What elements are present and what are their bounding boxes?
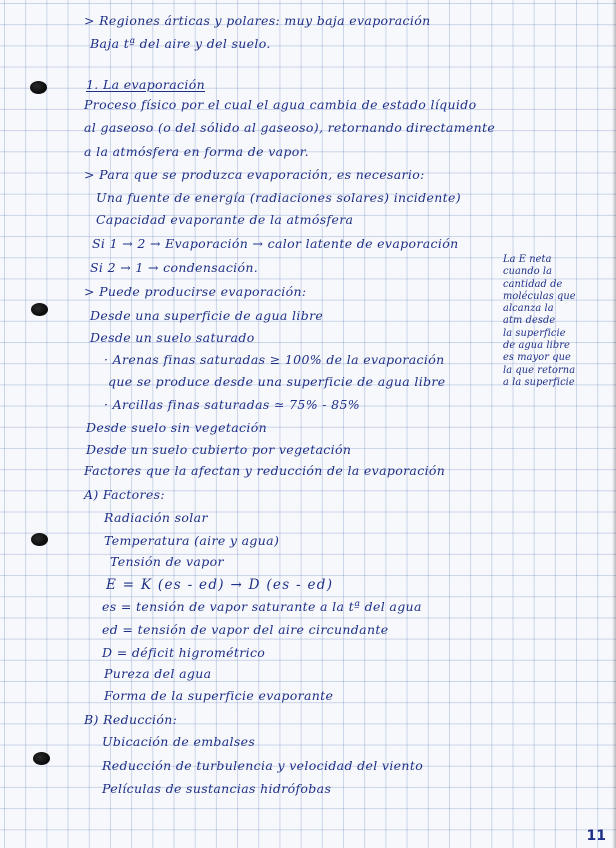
note-line: · Arenas finas saturadas ≥ 100% de la evaporación <box>104 352 445 367</box>
note-line: Si 2 → 1 → condensación. <box>90 260 259 275</box>
note-line: Proceso físico por el cual el agua cambia de estado líquido <box>84 97 477 112</box>
margin-note-line: alcanza la <box>503 303 554 315</box>
margin-note-line: de agua libre <box>503 340 570 352</box>
note-line: Tensión de vapor <box>110 554 224 569</box>
margin-note-line: cantidad de <box>503 278 563 290</box>
note-line: B) Reducción: <box>84 712 178 727</box>
margin-note-line: la que retorna <box>503 364 576 376</box>
note-line: Desde suelo sin vegetación <box>86 420 268 435</box>
note-line: Radiación solar <box>104 510 208 525</box>
note-line: Películas de sustancias hidrófobas <box>102 781 332 796</box>
note-line: Baja tª del aire y del suelo. <box>90 36 271 51</box>
note-line: Desde un suelo cubierto por vegetación <box>86 442 352 457</box>
margin-note-line: La E neta <box>503 254 552 265</box>
note-line: · Arcillas finas saturadas ≃ 75% - 85% <box>104 397 360 412</box>
note-line: ed = tensión de vapor del aire circundante <box>102 622 389 637</box>
margin-note-line: la superficie <box>503 327 566 339</box>
margin-note-line: es mayor que <box>503 352 571 364</box>
note-line: es = tensión de vapor saturante a la tª del agua <box>102 599 422 614</box>
page-number: 11 <box>586 828 606 844</box>
section-heading: 1. La evaporación <box>86 77 206 92</box>
note-line: > Puede producirse evaporación: <box>84 284 307 299</box>
note-line: Ubicación de embalses <box>102 734 256 749</box>
note-line: > Regiones árticas y polares: muy baja evaporación <box>84 13 431 28</box>
note-line: > Para que se produzca evaporación, es necesario: <box>84 167 425 182</box>
note-line: Capacidad evaporante de la atmósfera <box>96 212 354 227</box>
note-line: Una fuente de energía (radiaciones solares) incidente) <box>96 190 461 205</box>
note-line: Reducción de turbulencia y velocidad del viento <box>102 758 424 773</box>
binder-hole <box>31 533 48 546</box>
note-line: que se produce desde una superficie de agua libre <box>108 374 446 389</box>
note-line: Pureza del agua <box>104 666 212 681</box>
note-line: Temperatura (aire y agua) <box>104 533 280 548</box>
binder-hole <box>33 752 50 765</box>
note-line: Desde un suelo saturado <box>90 330 255 345</box>
note-line: al gaseoso (o del sólido al gaseoso), retornando directamente <box>84 120 496 135</box>
note-line: D = déficit higrométrico <box>102 645 266 660</box>
margin-note-line: atm desde <box>503 315 556 327</box>
note-line: Si 1 → 2 → Evaporación → calor latente de evaporación <box>92 236 459 251</box>
margin-note-line: a la superficie <box>503 376 575 388</box>
binder-hole <box>31 303 48 316</box>
note-line: Forma de la superficie evaporante <box>104 688 334 703</box>
margin-note-line: moléculas que <box>503 290 576 302</box>
formula-line: E = K (es - ed) → D (es - ed) <box>106 577 334 593</box>
note-line: a la atmósfera en forma de vapor. <box>84 144 309 159</box>
margin-note <box>503 254 611 389</box>
note-line: Factores que la afectan y reducción de la evaporación <box>84 463 446 478</box>
page-edge-shadow <box>612 0 616 848</box>
note-line: Desde una superficie de agua libre <box>90 308 324 323</box>
binder-hole <box>30 81 47 94</box>
margin-note-line: cuando la <box>503 266 553 278</box>
note-line: A) Factores: <box>84 487 165 502</box>
